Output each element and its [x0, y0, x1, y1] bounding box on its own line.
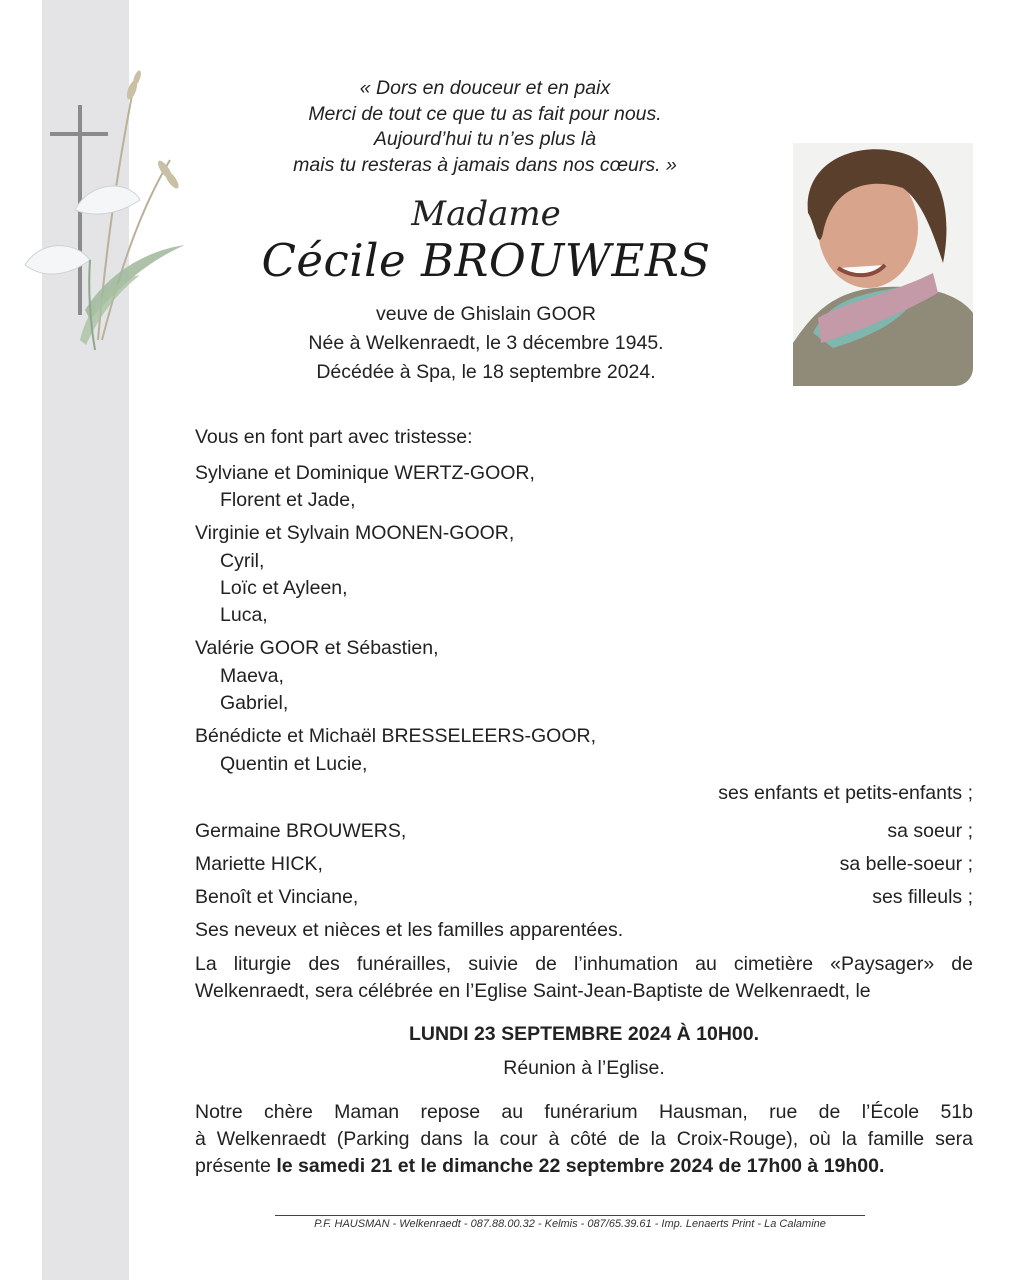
grandchildren-line: Cyril, — [220, 550, 265, 572]
meeting-line: Réunion à l’Eglise. — [503, 1057, 665, 1079]
grandchildren-line: Loïc et Ayleen, — [220, 577, 348, 599]
family-line: Virginie et Sylvain MOONEN-GOOR, — [195, 522, 515, 544]
relative-name: Mariette HICK, — [195, 853, 323, 875]
grandchildren-line: Maeva, — [220, 665, 284, 687]
honorific-title: Madame — [411, 194, 561, 234]
grandchildren-line: Gabriel, — [220, 692, 289, 714]
grandchildren-line: Luca, — [220, 604, 268, 626]
funeral-date: LUNDI 23 SEPTEMBRE 2024 À 10H00. — [408, 1023, 760, 1045]
poem-line: Merci de tout ce que tu as fait pour nous. — [308, 102, 662, 125]
children-role: ses enfants et petits-enfants ; — [718, 782, 973, 804]
poem-line: Aujourd’hui tu n’es plus là — [373, 128, 597, 150]
relative-name: Germaine BROUWERS, — [195, 820, 407, 842]
repose-line: Notre chère Maman repose au funérarium Hausman, rue de l’École 51b — [195, 1101, 973, 1123]
deceased-name: Cécile BROUWERS — [261, 234, 711, 287]
family-line: Sylviane et Dominique WERTZ-GOOR, — [195, 462, 535, 484]
footer-credits: P.F. HAUSMAN - Welkenraedt - 087.88.00.32 - Kelmis - 087/65.39.61 - Imp. Lenaerts Print - La Calamine — [314, 1218, 826, 1230]
liturgy-line: Welkenraedt, sera célébrée en l’Eglise Saint-Jean-Baptiste de Welkenraedt, le — [195, 980, 871, 1002]
intro-line: Vous en font part avec tristesse: — [195, 426, 473, 448]
repose-text: présente — [195, 1155, 271, 1177]
relative-name: Benoît et Vinciane, — [195, 886, 359, 908]
repose-line — [195, 1155, 973, 1178]
grandchildren-line: Quentin et Lucie, — [220, 753, 368, 775]
deceased-info — [260, 300, 712, 387]
family-line: Valérie GOOR et Sébastien, — [195, 637, 439, 659]
cross-lily-illustration — [20, 60, 190, 360]
footer-divider — [275, 1215, 865, 1216]
grandchildren-line: Florent et Jade, — [220, 489, 356, 511]
visitation-dates: le samedi 21 et le dimanche 22 septembre 2024 de 17h00 à 19h00. — [276, 1155, 885, 1177]
poem-line: mais tu resteras à jamais dans nos cœurs. » — [293, 153, 677, 176]
birth-line: Née à Welkenraedt, le 3 décembre 1945. — [308, 332, 664, 354]
repose-line: à Welkenraedt (Parking dans la cour à côté de la Croix-Rouge), où la famille sera — [195, 1128, 973, 1150]
portrait-photo — [793, 143, 973, 386]
relative-role: sa soeur ; — [887, 820, 973, 842]
poem — [240, 76, 730, 178]
death-line: Décédée à Spa, le 18 septembre 2024. — [316, 361, 656, 383]
relative-role: ses filleuls ; — [872, 886, 973, 908]
widow-line: veuve de Ghislain GOOR — [375, 303, 596, 325]
others-line: Ses neveux et nièces et les familles apparentées. — [195, 919, 624, 941]
liturgy-line: La liturgie des funérailles, suivie de l’inhumation au cimetière «Paysager» de — [195, 953, 973, 975]
family-line: Bénédicte et Michaël BRESSELEERS-GOOR, — [195, 725, 596, 747]
relative-role: sa belle-soeur ; — [839, 853, 973, 875]
poem-line: « Dors en douceur et en paix — [359, 77, 611, 99]
